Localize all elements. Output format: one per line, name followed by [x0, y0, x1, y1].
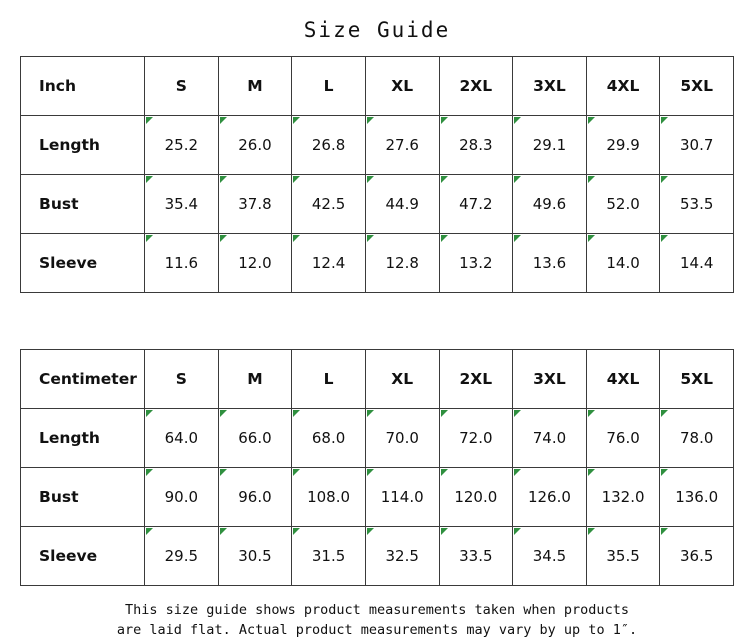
- cell-inch-bust-4xl: 52.0: [586, 175, 660, 234]
- size-header-l: L: [292, 57, 366, 116]
- cell-cm-length-l: 68.0: [292, 409, 366, 468]
- page-title: Size Guide: [303, 18, 451, 42]
- cell-inch-length-l: 26.8: [292, 116, 366, 175]
- size-header-2xl: 2XL: [439, 57, 513, 116]
- cell-cm-length-5xl: 78.0: [660, 409, 734, 468]
- table-row: [21, 468, 734, 527]
- size-header-3xl: 3XL: [513, 57, 587, 116]
- unit-label-centimeter: Centimeter: [21, 350, 145, 409]
- cell-cm-length-2xl: 72.0: [439, 409, 513, 468]
- row-label-cm-length: Length: [21, 409, 145, 468]
- cell-inch-length-s: 25.2: [145, 116, 219, 175]
- cell-inch-sleeve-l: 12.4: [292, 234, 366, 293]
- size-header-s: S: [145, 57, 219, 116]
- cell-cm-length-xl: 70.0: [365, 409, 439, 468]
- cell-inch-bust-s: 35.4: [145, 175, 219, 234]
- size-guide-note: [0, 586, 754, 640]
- cell-cm-length-m: 66.0: [218, 409, 292, 468]
- row-label-length: Length: [21, 116, 145, 175]
- cell-cm-sleeve-xl: 32.5: [365, 527, 439, 586]
- size-header-5xl: 5XL: [660, 57, 734, 116]
- cell-cm-sleeve-5xl: 36.5: [660, 527, 734, 586]
- cell-inch-length-m: 26.0: [218, 116, 292, 175]
- cell-cm-length-s: 64.0: [145, 409, 219, 468]
- cell-inch-sleeve-xl: 12.8: [365, 234, 439, 293]
- cell-cm-sleeve-l: 31.5: [292, 527, 366, 586]
- cell-inch-bust-2xl: 47.2: [439, 175, 513, 234]
- cell-inch-bust-m: 37.8: [218, 175, 292, 234]
- cell-cm-bust-5xl: 136.0: [660, 468, 734, 527]
- cell-cm-bust-3xl: 126.0: [513, 468, 587, 527]
- table-row: [21, 234, 734, 293]
- row-label-bust: Bust: [21, 175, 145, 234]
- cell-inch-length-5xl: 30.7: [660, 116, 734, 175]
- cell-cm-sleeve-3xl: 34.5: [513, 527, 587, 586]
- row-label-cm-sleeve: Sleeve: [21, 527, 145, 586]
- cell-inch-sleeve-s: 11.6: [145, 234, 219, 293]
- cell-inch-sleeve-3xl: 13.6: [513, 234, 587, 293]
- cell-cm-sleeve-s: 29.5: [145, 527, 219, 586]
- cell-cm-sleeve-m: 30.5: [218, 527, 292, 586]
- size-header-cm-s: S: [145, 350, 219, 409]
- cell-inch-length-3xl: 29.1: [513, 116, 587, 175]
- cell-inch-length-xl: 27.6: [365, 116, 439, 175]
- cell-cm-bust-2xl: 120.0: [439, 468, 513, 527]
- cell-cm-bust-s: 90.0: [145, 468, 219, 527]
- size-header-cm-2xl: 2XL: [439, 350, 513, 409]
- cell-inch-sleeve-4xl: 14.0: [586, 234, 660, 293]
- table-row: [21, 409, 734, 468]
- cell-inch-sleeve-m: 12.0: [218, 234, 292, 293]
- cell-cm-length-4xl: 76.0: [586, 409, 660, 468]
- size-header-cm-xl: XL: [365, 350, 439, 409]
- unit-label-inch: Inch: [21, 57, 145, 116]
- cell-inch-bust-l: 42.5: [292, 175, 366, 234]
- cell-cm-bust-m: 96.0: [218, 468, 292, 527]
- cell-inch-sleeve-5xl: 14.4: [660, 234, 734, 293]
- cell-cm-bust-xl: 114.0: [365, 468, 439, 527]
- table-spacer: [0, 293, 754, 349]
- size-header-cm-5xl: 5XL: [660, 350, 734, 409]
- table-header-row: [21, 57, 734, 116]
- row-label-sleeve: Sleeve: [21, 234, 145, 293]
- size-table-inch: [20, 56, 734, 293]
- size-header-cm-4xl: 4XL: [586, 350, 660, 409]
- size-header-m: M: [218, 57, 292, 116]
- size-header-cm-l: L: [292, 350, 366, 409]
- table-row: [21, 175, 734, 234]
- cell-inch-length-2xl: 28.3: [439, 116, 513, 175]
- note-line-2: are laid flat. Actual product measurements may vary by up to 1″.: [116, 622, 638, 638]
- cell-inch-length-4xl: 29.9: [586, 116, 660, 175]
- note-line-1: This size guide shows product measurements taken when products: [125, 602, 629, 618]
- size-header-xl: XL: [365, 57, 439, 116]
- table-header-row: [21, 350, 734, 409]
- table-row: [21, 116, 734, 175]
- cell-cm-bust-l: 108.0: [292, 468, 366, 527]
- row-label-cm-bust: Bust: [21, 468, 145, 527]
- cell-cm-length-3xl: 74.0: [513, 409, 587, 468]
- cell-inch-sleeve-2xl: 13.2: [439, 234, 513, 293]
- cell-cm-sleeve-2xl: 33.5: [439, 527, 513, 586]
- cell-cm-bust-4xl: 132.0: [586, 468, 660, 527]
- size-header-cm-m: M: [218, 350, 292, 409]
- size-header-cm-3xl: 3XL: [513, 350, 587, 409]
- cell-cm-sleeve-4xl: 35.5: [586, 527, 660, 586]
- size-table-centimeter: [20, 349, 734, 586]
- cell-inch-bust-5xl: 53.5: [660, 175, 734, 234]
- cell-inch-bust-3xl: 49.6: [513, 175, 587, 234]
- size-header-4xl: 4XL: [586, 57, 660, 116]
- cell-inch-bust-xl: 44.9: [365, 175, 439, 234]
- table-row: [21, 527, 734, 586]
